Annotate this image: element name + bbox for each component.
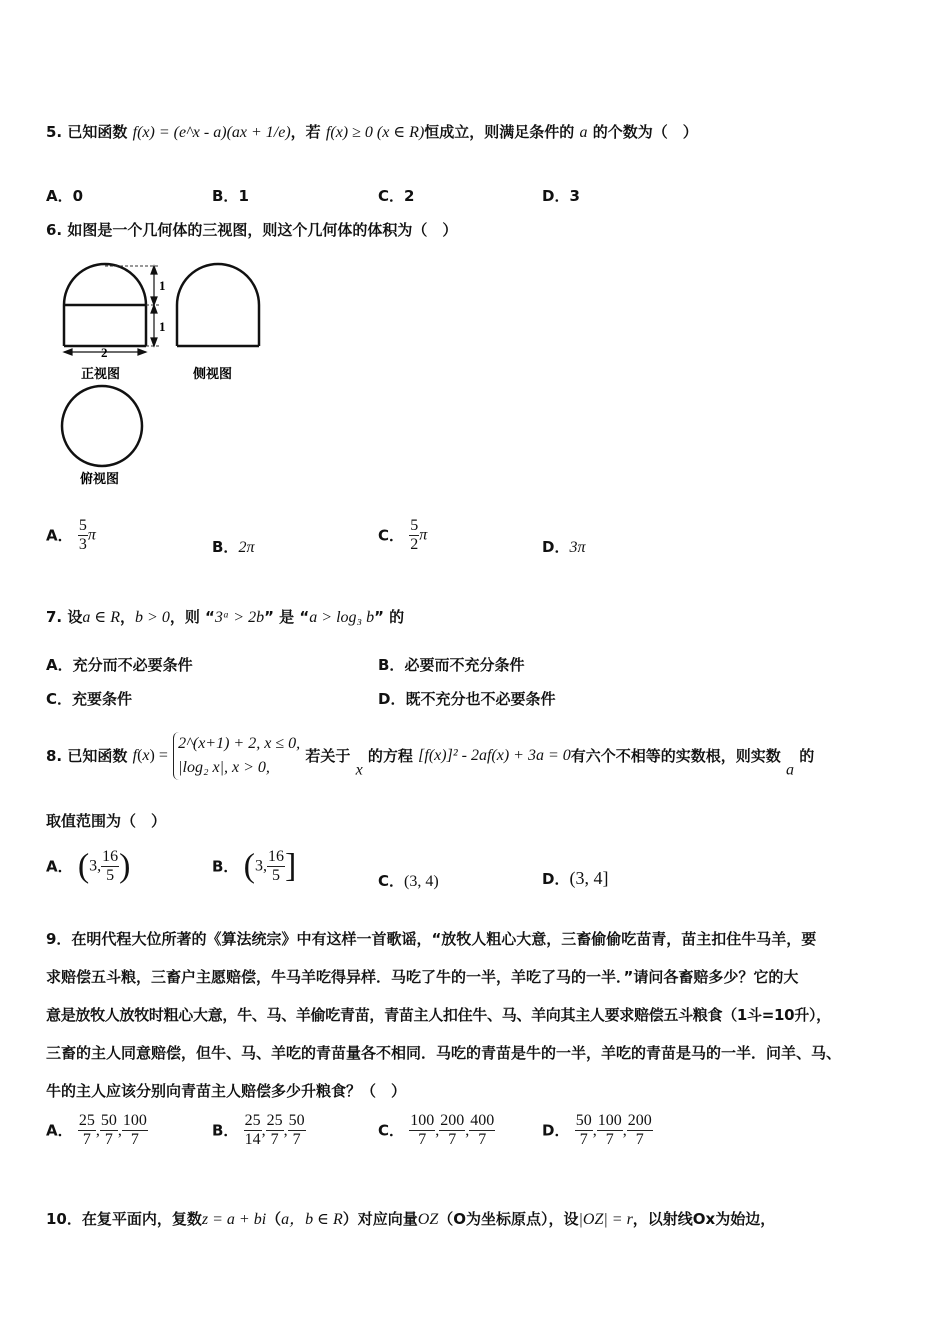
q6-text: 如图是一个几何体的三视图，则这个几何体的体积为（ ） [67, 221, 458, 239]
question-6 [46, 220, 457, 240]
q7-math-3: 3ᵃ > 2b [214, 609, 265, 626]
q9-option-c[interactable]: C． $\frac{100}{7}$ , $\frac{200}{7}$ , $\frac{400}{7}$ [378, 1112, 495, 1148]
q7-text-2: ， [120, 608, 136, 626]
q5-var: a [579, 124, 588, 141]
q5-text-before: 已知函数 [67, 123, 128, 141]
q5-option-d[interactable]: D．3 [542, 187, 580, 205]
q5-option-c[interactable]: C．2 [378, 187, 415, 205]
q9-option-a[interactable]: A． $\frac{25}{7}$ , $\frac{50}{7}$ , $\frac{100}{7}$ [46, 1112, 147, 1148]
q8-option-c[interactable]: C．(3, 4) [378, 872, 439, 890]
q10-text-2: （ [266, 1210, 282, 1228]
q10-math-1: z = a + bi [201, 1211, 267, 1228]
q5-formula: f(x) = (e^x - a)(ax + 1/e) [132, 124, 291, 141]
q10-math-3: OZ [417, 1211, 439, 1228]
q10-math-4: |OZ| = r [578, 1211, 633, 1228]
q6-number: 6. [46, 221, 63, 239]
q8-var-x: x [355, 761, 363, 779]
three-view-figure [55, 258, 275, 493]
q7-option-b[interactable]: B．必要而不充分条件 [378, 656, 525, 674]
q8-equation: [f(x)]² - 2af(x) + 3a = 0 [418, 747, 571, 764]
q10-text-3: ）对应向量 [342, 1210, 418, 1228]
q8-fx-eq: f(x) = [132, 747, 168, 764]
question-7 [46, 607, 404, 628]
q5-text-after: 恒成立，则满足条件的 [424, 123, 575, 141]
dim-h1-label: 1 [159, 278, 166, 293]
q7-option-d[interactable]: D．既不充分也不必要条件 [378, 690, 556, 708]
front-view-label: 正视图 [81, 367, 121, 382]
q10-text-4: （O为坐标原点），设 [438, 1210, 579, 1228]
dim-width-label: 2 [101, 345, 108, 360]
q9-line-1: 9．在明代程大位所著的《算法统宗》中有这样一首歌谣，“放牧人粗心大意，三畜偷偷吃苗青，苗主扣住牛马羊，要 [46, 930, 817, 948]
q10-math-2: a，b ∈ R [281, 1211, 343, 1228]
q9-option-b[interactable]: B． $\frac{25}{14}$ , $\frac{25}{7}$ , $\frac{50}{7}$ [212, 1112, 305, 1148]
q8-option-b[interactable]: B． (3, $\frac{16}{5}$ ] [212, 847, 297, 885]
q7-option-c[interactable]: C．充要条件 [46, 690, 133, 708]
q9-line-2: 求赔偿五斗粮，三畜户主愿赔偿，牛马羊吃得异样．马吃了牛的一半，羊吃了马的一半．”请问各畜赔多少？它的大 [46, 968, 799, 986]
side-view [177, 264, 259, 346]
q8-text-3: 的方程 [367, 747, 413, 765]
q7-option-a[interactable]: A．充分而不必要条件 [46, 656, 193, 674]
q8-option-d[interactable]: D．(3, 4] [542, 868, 609, 888]
q6-option-a[interactable]: A． $\frac{5}{3}$ π [46, 517, 96, 553]
q7-text-1: 设 [67, 608, 83, 626]
front-view [64, 264, 146, 346]
q6-option-b[interactable]: B．2π [212, 538, 255, 556]
top-view-label: 俯视图 [80, 472, 120, 487]
q7-text-5: ” 的 [374, 608, 405, 626]
top-view [62, 386, 142, 466]
q7-number: 7. [46, 608, 63, 626]
q7-math-2: b > 0 [135, 609, 170, 626]
q7-math-1: a ∈ R [82, 609, 121, 626]
q8-piece-1: 2^(x+1) + 2, x ≤ 0, [178, 735, 301, 752]
q8-piece-2: |log₂ x|, x > 0, [178, 759, 270, 776]
question-5 [46, 122, 698, 143]
q9-line-4: 三畜的主人同意赔偿，但牛、马、羊吃的青苗量各不相同．马吃的青苗是牛的一半，羊吃的青苗是马的一半．问羊、马、 [46, 1044, 842, 1062]
q8-option-a[interactable]: A． (3, $\frac{16}{5}$ ) [46, 847, 131, 885]
q8-text-4: 有六个不相等的实数根，则实数 [570, 747, 781, 765]
q5-text-end: 的个数为（ ） [592, 123, 698, 141]
q8-piecewise [173, 732, 300, 780]
dim-h2-label: 1 [159, 319, 166, 334]
q5-number: 5. [46, 123, 63, 141]
q10-text-5: ，以射线Ox为始边， [632, 1210, 776, 1228]
q10-text-1: 10．在复平面内，复数 [46, 1210, 202, 1228]
q9-line-5: 牛的主人应该分别向青苗主人赔偿多少升粮食？（ ） [46, 1082, 407, 1100]
q8-number: 8. [46, 747, 63, 765]
q7-text-3: ，则 “ [169, 608, 215, 626]
q7-math-4: a > log₃ b [309, 609, 375, 626]
q6-option-d[interactable]: D．3π [542, 538, 586, 556]
question-9 [46, 920, 916, 1110]
q9-line-3: 意是放牧人放牧时粗心大意，牛、马、羊偷吃青苗，青苗主人扣住牛、马、羊向其主人要求赔偿五斗粮食（1斗=10升）， [46, 1006, 831, 1024]
q8-line-2: 取值范围为（ ） [46, 812, 167, 830]
q5-condition: f(x) ≥ 0 (x ∈ R) [325, 124, 425, 141]
q8-text-2: 若关于 [305, 747, 351, 765]
q5-option-a[interactable]: A．0 [46, 187, 84, 205]
q5-text-middle: ，若 [290, 123, 321, 141]
q5-option-b[interactable]: B．1 [212, 187, 249, 205]
q8-text-5: 的 [799, 747, 815, 765]
q6-option-c[interactable]: C． $\frac{5}{2}$ π [378, 517, 428, 553]
side-view-label: 侧视图 [193, 367, 233, 382]
q8-text-1: 已知函数 [67, 747, 128, 765]
q7-text-4: ” 是 “ [264, 608, 310, 626]
q9-option-d[interactable]: D． $\frac{50}{7}$ , $\frac{100}{7}$ , $\frac{200}{7}$ [542, 1112, 652, 1148]
q8-var-a: a [786, 761, 794, 779]
question-8 [46, 732, 814, 781]
question-10 [46, 1209, 775, 1230]
